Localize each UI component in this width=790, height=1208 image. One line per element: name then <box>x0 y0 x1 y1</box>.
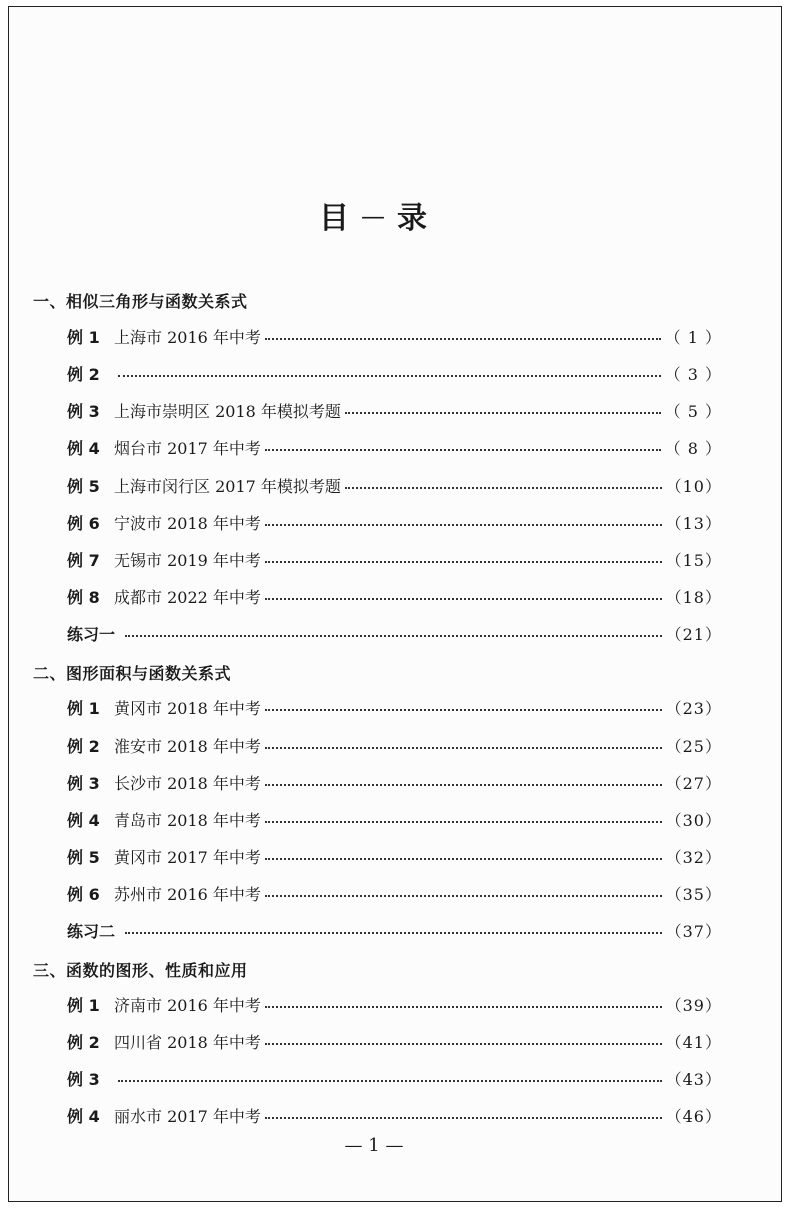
page-number: — 1 — <box>344 1135 404 1156</box>
entry-title: 烟台市 2017 年中考 <box>114 438 261 458</box>
dot-leader <box>265 709 662 711</box>
dot-leader <box>265 449 661 451</box>
entry-label: 例 5 <box>67 847 100 867</box>
entry-title: 青岛市 2018 年中考 <box>114 810 261 830</box>
practice-label: 练习二 <box>67 921 116 941</box>
toc-entry[interactable] <box>67 694 722 720</box>
entry-label: 例 4 <box>67 1106 100 1126</box>
toc-entry[interactable] <box>67 991 722 1017</box>
entry-page: （43） <box>665 1069 722 1089</box>
entry-title: 丽水市 2017 年中考 <box>114 1106 261 1126</box>
entry-title: 上海市 2016 年中考 <box>114 327 261 347</box>
entry-label: 例 1 <box>67 698 100 718</box>
entry-title: 宁波市 2018 年中考 <box>114 513 261 533</box>
title-dash: — <box>361 202 387 230</box>
entry-page: （35） <box>665 884 722 904</box>
toc-entry[interactable] <box>67 769 722 795</box>
dot-leader <box>118 375 661 377</box>
entry-page: （41） <box>665 1032 722 1052</box>
entry-page: （15） <box>665 550 722 570</box>
entry-page: （30） <box>665 810 722 830</box>
toc-entry[interactable] <box>67 1028 722 1054</box>
entry-title: 上海市崇明区 2018 年模拟考题 <box>114 401 341 421</box>
entry-label: 例 8 <box>67 587 100 607</box>
entry-label: 例 6 <box>67 513 100 533</box>
entry-title: 四川省 2018 年中考 <box>114 1032 261 1052</box>
dot-leader <box>265 858 662 860</box>
toc-entry[interactable] <box>67 397 722 423</box>
entry-title: 长沙市 2018 年中考 <box>114 773 261 793</box>
dot-leader <box>265 821 662 823</box>
page-title <box>9 193 739 237</box>
entry-title: 济南市 2016 年中考 <box>114 995 261 1015</box>
toc-practice[interactable] <box>67 620 722 646</box>
entry-page: （32） <box>665 847 722 867</box>
entry-page: （27） <box>665 773 722 793</box>
entry-title: 上海市闵行区 2017 年模拟考题 <box>114 476 341 496</box>
toc-practice[interactable] <box>67 917 722 943</box>
dot-leader <box>125 932 662 934</box>
entry-page: （37） <box>665 921 722 941</box>
entry-page: （ 3 ） <box>664 364 722 384</box>
toc-entry[interactable] <box>67 1065 722 1091</box>
dot-leader <box>265 561 662 563</box>
entry-page: （46） <box>665 1106 722 1126</box>
entry-title: 黄冈市 2017 年中考 <box>114 847 261 867</box>
dot-leader <box>265 895 662 897</box>
toc-entry[interactable] <box>67 1102 722 1128</box>
title-char-1: 目 <box>319 201 351 236</box>
toc-entry[interactable] <box>67 434 722 460</box>
entry-label: 例 6 <box>67 884 100 904</box>
entry-title: 成都市 2022 年中考 <box>114 587 261 607</box>
entry-title: 无锡市 2019 年中考 <box>114 550 261 570</box>
entry-label: 例 1 <box>67 327 100 347</box>
dot-leader <box>125 635 662 637</box>
dot-leader <box>265 524 662 526</box>
dot-leader <box>265 1117 662 1119</box>
entry-page: （25） <box>665 736 722 756</box>
entry-page: （ 8 ） <box>664 438 722 458</box>
section-heading: 二、图形面积与函数关系式 <box>33 664 232 683</box>
entry-label: 例 2 <box>67 1032 100 1052</box>
dot-leader <box>265 598 662 600</box>
toc-entry[interactable] <box>67 843 722 869</box>
entry-label: 例 3 <box>67 773 100 793</box>
entry-title: 黄冈市 2018 年中考 <box>114 698 261 718</box>
entry-label: 例 2 <box>67 364 100 384</box>
dot-leader <box>265 1006 662 1008</box>
toc-entry[interactable] <box>67 472 722 498</box>
entry-page: （21） <box>665 624 722 644</box>
toc-entry[interactable] <box>67 546 722 572</box>
dot-leader <box>265 1043 662 1045</box>
entry-label: 例 2 <box>67 736 100 756</box>
entry-label: 例 7 <box>67 550 100 570</box>
dot-leader <box>118 1080 662 1082</box>
section-heading: 三、函数的图形、性质和应用 <box>33 961 248 980</box>
document-page <box>8 6 782 1202</box>
toc-entry[interactable] <box>67 360 722 386</box>
section-heading: 一、相似三角形与函数关系式 <box>33 292 248 311</box>
title-char-2: 录 <box>397 201 429 236</box>
dot-leader <box>265 784 662 786</box>
entry-page: （ 1 ） <box>664 327 722 347</box>
practice-label: 练习一 <box>67 624 116 644</box>
toc-entry[interactable] <box>67 880 722 906</box>
toc-entry[interactable] <box>67 583 722 609</box>
entry-label: 例 4 <box>67 438 100 458</box>
entry-title: 淮安市 2018 年中考 <box>114 736 261 756</box>
entry-label: 例 4 <box>67 810 100 830</box>
entry-page: （39） <box>665 995 722 1015</box>
entry-label: 例 1 <box>67 995 100 1015</box>
dot-leader <box>265 338 661 340</box>
entry-page: （ 5 ） <box>664 401 722 421</box>
entry-label: 例 3 <box>67 401 100 421</box>
entry-page: （13） <box>665 513 722 533</box>
dot-leader <box>345 412 661 414</box>
entry-title: 苏州市 2016 年中考 <box>114 884 261 904</box>
toc-entry[interactable] <box>67 509 722 535</box>
toc-entry[interactable] <box>67 806 722 832</box>
dot-leader <box>265 747 662 749</box>
dot-leader <box>345 487 662 489</box>
entry-label: 例 5 <box>67 476 100 496</box>
entry-page: （18） <box>665 587 722 607</box>
toc-entry[interactable] <box>67 732 722 758</box>
entry-page: （23） <box>665 698 722 718</box>
toc-entry[interactable] <box>67 323 722 349</box>
entry-label: 例 3 <box>67 1069 100 1089</box>
entry-page: （10） <box>665 476 722 496</box>
